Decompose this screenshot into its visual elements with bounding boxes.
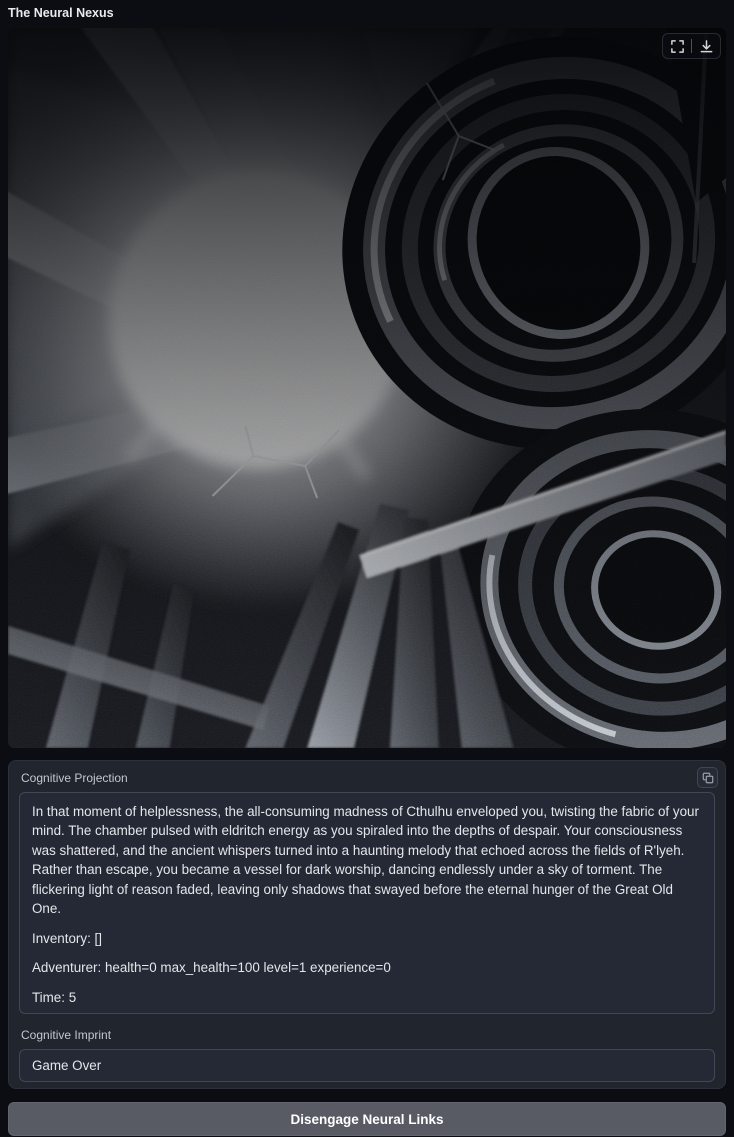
copy-icon[interactable]: [697, 767, 718, 788]
narrative-panel: [8, 760, 726, 1089]
toolbar-divider: [691, 39, 692, 53]
image-toolbar: [662, 33, 721, 59]
stat-inventory: Inventory: []: [32, 930, 102, 946]
disengage-button[interactable]: Disengage Neural Links: [8, 1102, 726, 1136]
artwork-image-block: [8, 28, 726, 748]
stat-adventurer: Adventurer: health=0 max_health=100 level=1 experience=0: [32, 960, 391, 976]
download-icon[interactable]: [697, 37, 715, 55]
fullscreen-icon[interactable]: [668, 37, 686, 55]
projection-paragraph: In that moment of helplessness, the all-consuming madness of Cthulhu enveloped you, twisting the fabric of your mind. The chamber pulsed with eldritch energy as you spiraled into the depths of despair. Your consciousness was shattered, and the ancient whispers turned into a haunting melody that echoed across the fields of R'lyeh. Rather than escape, you became a vessel for dark worship, dancing endlessly under a sky of torment. The flickering light of reason faded, leaving only shadows that swayed before the eternal hunger of the Great Old One.: [32, 804, 699, 917]
page-title: The Neural Nexus: [8, 6, 114, 20]
projection-textarea[interactable]: [19, 792, 715, 1014]
imprint-input[interactable]: [19, 1049, 715, 1082]
stat-time: Time: 5: [32, 989, 77, 1005]
projection-label: Cognitive Projection: [21, 771, 128, 785]
imprint-label: Cognitive Imprint: [21, 1028, 112, 1042]
artwork-image: [8, 28, 726, 748]
